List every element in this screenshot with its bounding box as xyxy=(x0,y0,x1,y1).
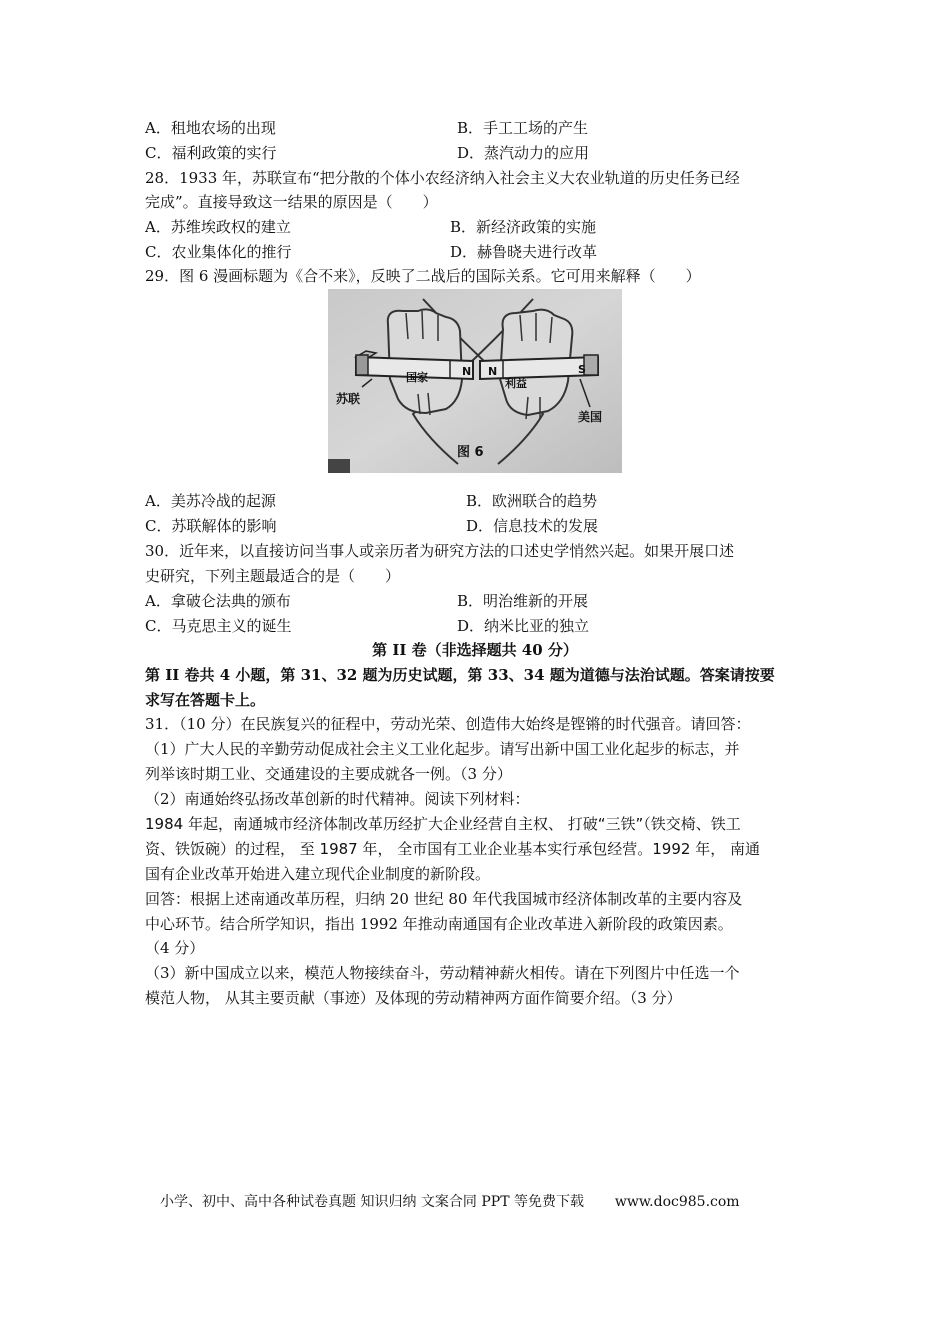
q31-part3-line1: （3）新中国成立以来，模范人物接续奋斗，劳动精神薪火相传。请在下列图片中任选一个 xyxy=(145,964,740,982)
q27-option-a: A．租地农场的出现 xyxy=(145,119,276,137)
q31-answer-line1: 回答：根据上述南通改革历程，归纳 20 世纪 80 年代我国城市经济体制改革的主要内容及 xyxy=(145,890,743,908)
q30-stem-line1: 30．近年来，以直接访问当事人或亲历者为研究方法的口述史学悄然兴起。如果开展口述 xyxy=(145,542,735,560)
q28-option-b: B．新经济政策的实施 xyxy=(450,218,597,236)
section2-instruction-line2: 求写在答题卡上。 xyxy=(145,691,266,709)
footer-text: 小学、初中、高中各种试卷真题 知识归纳 文案合同 PPT 等免费下载 xyxy=(160,1194,584,1210)
q30-stem-line2: 史研究，下列主题最适合的是（ ） xyxy=(145,567,401,585)
q30-option-b: B．明治维新的开展 xyxy=(457,592,589,610)
q31-part3-line2: 模范人物， 从其主要贡献（事迹）及体现的劳动精神两方面作简要介绍。（3 分） xyxy=(145,989,682,1007)
q29-stem: 29．图 6 漫画标题为《合不来》，反映了二战后的国际关系。它可用来解释（ ） xyxy=(145,267,701,285)
cartoon-figure-6 xyxy=(328,289,622,473)
section2-instruction-line1: 第 II 卷共 4 小题，第 31、32 题为历史试题，第 33、34 题为道德与法治试题。答案请按要 xyxy=(145,666,775,684)
q27-option-c: C．福利政策的实行 xyxy=(145,144,277,162)
q27-option-d: D．蒸汽动力的应用 xyxy=(457,144,590,162)
q29-option-a: A．美苏冷战的起源 xyxy=(145,492,276,510)
q31-part2: （2）南通始终弘扬改革创新的时代精神。阅读下列材料： xyxy=(145,790,530,808)
q28-stem-line2: 完成”。直接导致这一结果的原因是（ ） xyxy=(145,193,438,211)
section2-title: 第 II 卷（非选择题共 40 分） xyxy=(372,641,578,659)
q31-part1-line2: 列举该时期工业、交通建设的主要成就各一例。（3 分） xyxy=(145,765,512,783)
q29-option-c: C．苏联解体的影响 xyxy=(145,517,277,535)
q28-option-d: D．赫鲁晓夫进行改革 xyxy=(450,243,598,261)
q28-option-c: C．农业集体化的推行 xyxy=(145,243,292,261)
q30-option-c: C．马克思主义的诞生 xyxy=(145,617,292,635)
figure-caption: 图 6 xyxy=(457,445,484,460)
q31-stem: 31．（10 分）在民族复兴的征程中，劳动光荣、创造伟大始终是铿锵的时代强音。请回答： xyxy=(145,715,751,733)
word-liyi: 利益 xyxy=(505,377,527,390)
q31-material-line3: 国有企业改革开始进入建立现代企业制度的新阶段。 xyxy=(145,865,491,883)
q30-option-d: D．纳米比亚的独立 xyxy=(457,617,590,635)
q29-option-b: B．欧洲联合的趋势 xyxy=(466,492,598,510)
pole-n-left: N xyxy=(462,365,472,378)
q29-option-d: D．信息技术的发展 xyxy=(466,517,599,535)
label-soviet: 苏联 xyxy=(336,392,361,406)
q27-option-b: B．手工工场的产生 xyxy=(457,119,589,137)
q31-material-line1: 1984 年起，南通城市经济体制改革历经扩大企业经营自主权、 打破“三铁”（铁交椅、铁工 xyxy=(145,815,741,833)
footer-url[interactable]: www.doc985.com xyxy=(614,1194,740,1210)
footer xyxy=(160,1191,740,1211)
q28-stem-line1: 28．1933 年，苏联宣布“把分散的个体小农经济纳入社会主义大农业轨道的历史任务已经 xyxy=(145,169,740,187)
q31-part1-line1: （1）广大人民的辛勤劳动促成社会主义工业化起步。请写出新中国工业化起步的标志，并 xyxy=(145,740,740,758)
pole-n-right: N xyxy=(488,365,498,378)
pole-s: S xyxy=(578,363,586,376)
word-guojia: 国家 xyxy=(406,371,428,384)
q30-option-a: A．拿破仑法典的颁布 xyxy=(145,592,291,610)
label-usa: 美国 xyxy=(578,410,603,424)
q31-answer-line2: 中心环节。结合所学知识，指出 1992 年推动南通国有企业改革进入新阶段的政策因素。 xyxy=(145,915,733,933)
q28-option-a: A．苏维埃政权的建立 xyxy=(145,218,291,236)
q31-answer-line3: （4 分） xyxy=(145,939,205,957)
q31-material-line2: 资、铁饭碗）的过程， 至 1987 年， 全市国有工业企业基本实行承包经营。1992 年， 南通 xyxy=(145,840,760,858)
